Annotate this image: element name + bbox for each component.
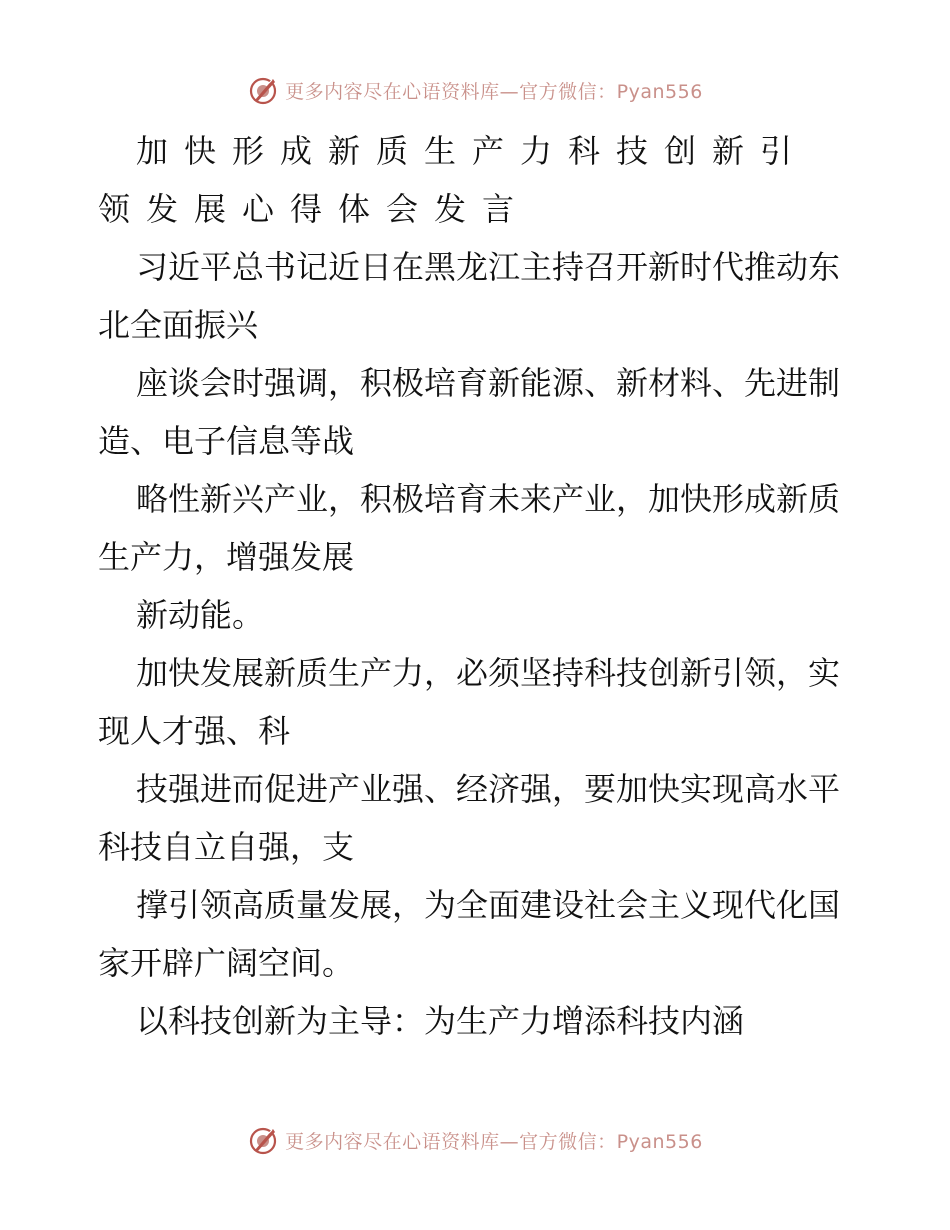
paragraph: 技强进而促进产业强、经济强，要加快实现高水平科技自立自强，支 — [98, 770, 841, 866]
paragraph: 略性新兴产业，积极培育未来产业，加快形成新质生产力，增强发展 — [98, 480, 841, 576]
document-title: 加快形成新质生产力科技创新引领发展心得体会发言 — [98, 132, 809, 228]
footer-banner-text: 更多内容尽在心语资料库—官方微信：Pyan556 — [285, 1130, 703, 1153]
header-banner-text: 更多内容尽在心语资料库—官方微信：Pyan556 — [285, 80, 703, 103]
paragraph: 加快发展新质生产力，必须坚持科技创新引领，实现人才强、科 — [98, 654, 841, 750]
header-banner — [0, 70, 950, 110]
paragraph: 撑引领高质量发展，为全面建设社会主义现代化国家开辟广阔空间。 — [98, 886, 841, 982]
footer-banner — [0, 1120, 950, 1160]
paragraph: 习近平总书记近日在黑龙江主持召开新时代推动东北全面振兴 — [98, 248, 841, 344]
document-body — [98, 122, 854, 1050]
quill-seal-icon — [247, 1124, 279, 1156]
paragraph: 新动能。 — [136, 596, 265, 634]
paragraph: 座谈会时强调，积极培育新能源、新材料、先进制造、电子信息等战 — [98, 364, 841, 460]
paragraph: 以科技创新为主导：为生产力增添科技内涵 — [136, 1002, 745, 1040]
quill-seal-icon — [247, 74, 279, 106]
